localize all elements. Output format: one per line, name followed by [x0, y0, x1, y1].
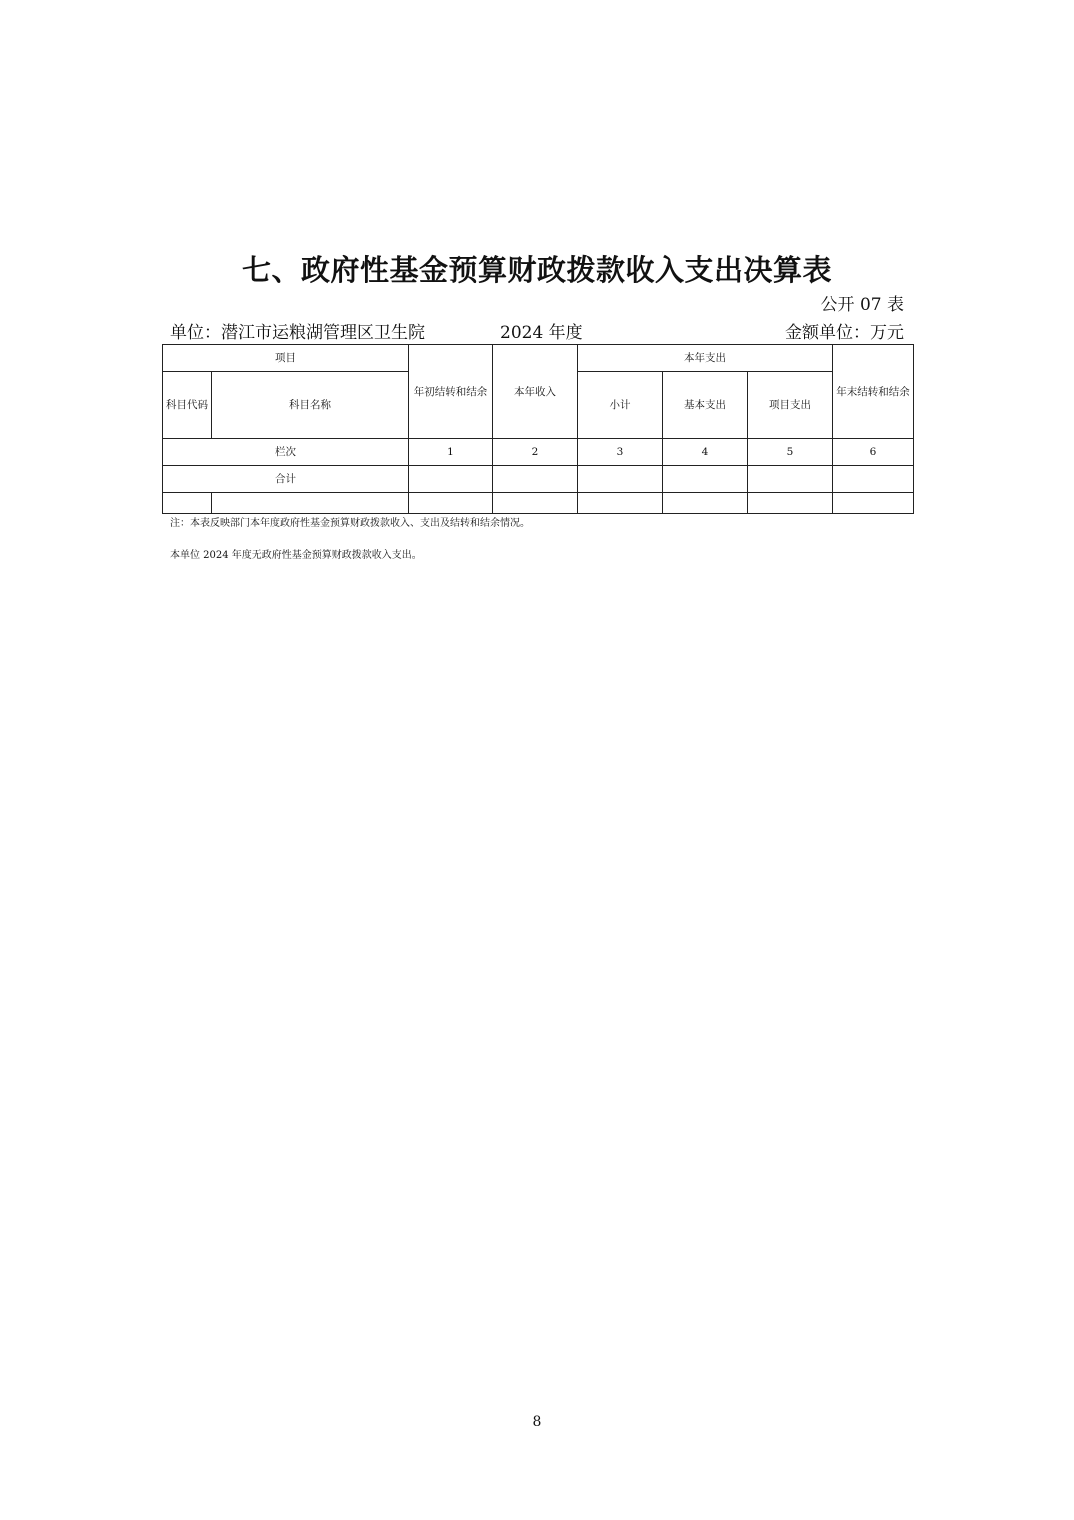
year-label: 2024 年度 [500, 323, 583, 343]
budget-table [162, 344, 914, 514]
unit-line [170, 318, 904, 342]
empty-cell [212, 493, 409, 514]
empty-cell [578, 493, 663, 514]
empty-cell [833, 493, 914, 514]
header-row-1 [163, 345, 914, 372]
header-subtotal: 小计 [578, 372, 663, 439]
total-cell [833, 466, 914, 493]
header-current-income: 本年收入 [493, 345, 578, 439]
total-cell [409, 466, 493, 493]
header-opening-balance: 年初结转和结余 [409, 345, 493, 439]
empty-cell [409, 493, 493, 514]
page-number: 8 [532, 1414, 542, 1430]
header-project: 项目 [163, 345, 409, 372]
empty-row [163, 493, 914, 514]
line-number-cell: 1 [409, 439, 493, 466]
total-cell [748, 466, 833, 493]
empty-cell [748, 493, 833, 514]
total-cell [663, 466, 748, 493]
header-subject-code: 科目代码 [163, 372, 212, 439]
unit-label: 单位：潜江市运粮湖管理区卫生院 [170, 323, 425, 343]
line-number-cell: 4 [663, 439, 748, 466]
header-closing-balance: 年末结转和结余 [833, 345, 914, 439]
empty-cell [663, 493, 748, 514]
line-number-row [163, 439, 914, 466]
line-number-label: 栏次 [163, 439, 409, 466]
line-number-cell: 5 [748, 439, 833, 466]
line-number-cell: 6 [833, 439, 914, 466]
header-current-expense: 本年支出 [578, 345, 833, 372]
line-number-cell: 3 [578, 439, 663, 466]
table-note: 注：本表反映部门本年度政府性基金预算财政拨款收入、支出及结转和结余情况。 [170, 518, 530, 529]
page-title: 七、政府性基金预算财政拨款收入支出决算表 [241, 253, 832, 287]
line-number-cell: 2 [493, 439, 578, 466]
empty-cell [163, 493, 212, 514]
header-project-expense: 项目支出 [748, 372, 833, 439]
total-label: 合计 [163, 466, 409, 493]
header-basic-expense: 基本支出 [663, 372, 748, 439]
total-row [163, 466, 914, 493]
header-subject-name: 科目名称 [212, 372, 409, 439]
amount-unit: 金额单位：万元 [785, 323, 904, 343]
empty-cell [493, 493, 578, 514]
no-data-note: 本单位 2024 年度无政府性基金预算财政拨款收入支出。 [170, 550, 422, 561]
form-number: 公开 07 表 [820, 295, 904, 315]
total-cell [493, 466, 578, 493]
total-cell [578, 466, 663, 493]
